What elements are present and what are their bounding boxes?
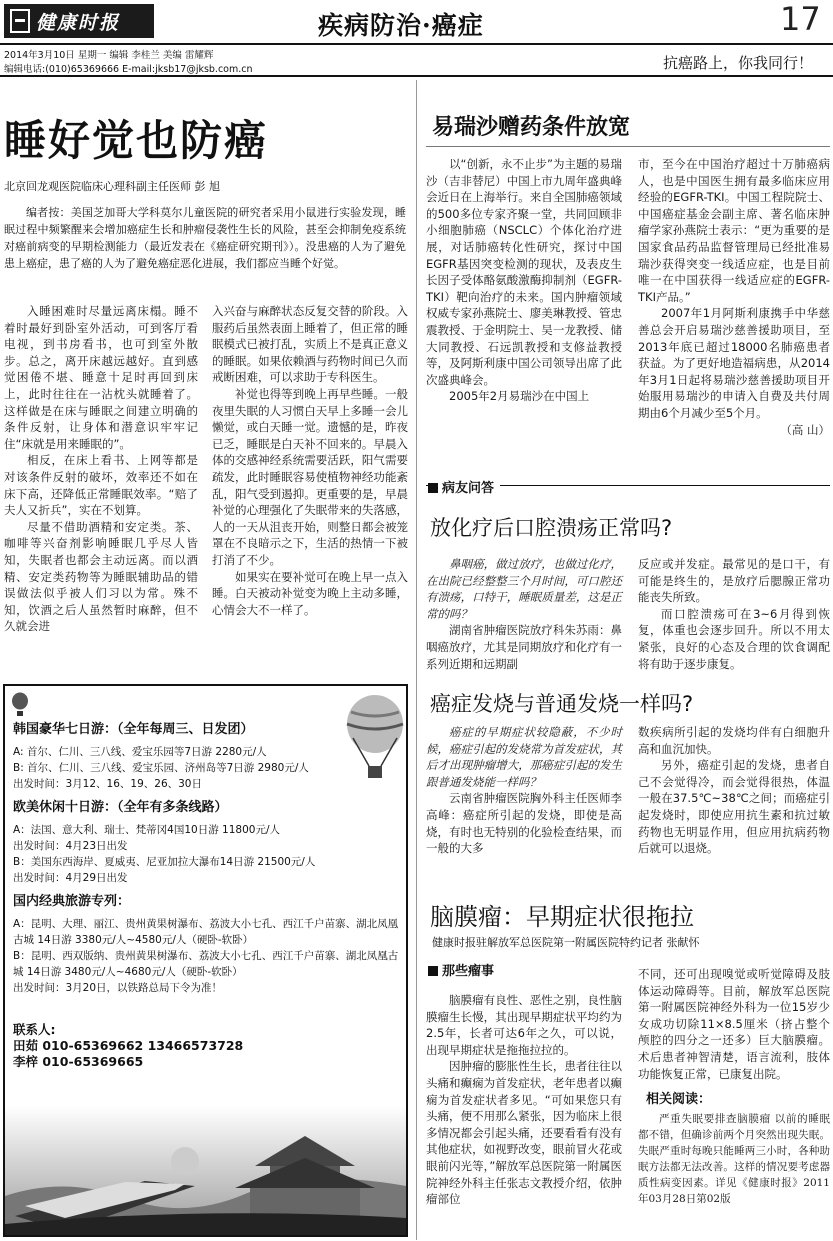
oral-title: 放化疗后口腔溃疡正常吗? — [430, 516, 673, 540]
fever-col2 — [638, 724, 830, 857]
eu-line: B：美国东西海岸、夏威夷、尼亚加拉大瀑布14日游 21500元/人 — [13, 856, 316, 868]
domestic-line: B：昆明、西双版纳、贵州黄果树瀑布、荔波大小七孔、西江千户苗寨、湖北凤凰古城 14日游 3480元/人~4680元/人（硬卧-软卧） — [13, 950, 399, 978]
related-label: 相关阅读： — [646, 1092, 712, 1108]
brain-title: 脑膜瘤：早期症状很拖拉 — [430, 903, 694, 931]
paragraph: 相反，在床上看书、上网等都是对该条件反射的破坏，效率还不如在床下高，还降低正常睡眠效率。“赔了夫人又折兵”，实在不划算。 — [4, 453, 198, 518]
korea-line: 出发时间：3月12、16、19、26、30日 — [13, 778, 202, 790]
contact-label: 联系人: — [13, 1022, 56, 1037]
paragraph: 如果实在要补觉可在晚上早一点入睡。白天被动补觉变为晚上主动多睡，心情会大不一样了。 — [212, 569, 408, 617]
subheader-rule — [0, 75, 833, 77]
travel-ad — [3, 684, 408, 1237]
korea-line: B: 首尔、仁川、三八线、爱宝乐园、济州岛等7日游 2980元/人 — [13, 762, 309, 774]
related-text: 严重失眠要排查脑膜瘤 以前的睡眠都不错，但确诊前两个月突然出现失眠。失眠严重时每晚只能睡两三小时，各种助眠方法都无法改善。这样的情况要考虑器质性病变因素。详见《健康时报》2011年03月28日第02版 — [638, 1113, 830, 1206]
paragraph: 另外，癌症引起的发烧，患者自己不会觉得冷，而会觉得很热，体温一般在37.5℃~38℃之间；而癌症引起发烧时，即使应用抗生素和抗过敏药物也无明显作用，但应用抗病药物后就可以退烧。 — [638, 758, 830, 856]
paragraph: 2007年1月阿斯利康携手中华慈善总会开启易瑞沙慈善援助项目，至2013年底已超过18000名肺癌患者获益。为了更好地造福病患，从2014年3月1日起将易瑞沙慈善援助项目开始服用易瑞沙的申请入自费及共付周期由6个月减少至5个月。 — [638, 306, 830, 420]
sleep-col2 — [212, 303, 408, 618]
drug-title-rule — [426, 146, 830, 147]
date-line: 2014年3月10日 星期一 编辑 李桂兰 美编 雷耀辉 — [4, 50, 214, 61]
brain-tag-label: 那些瘤事 — [442, 964, 495, 979]
korea-line: A: 首尔、仁川、三八线、爱宝乐园等7日游 2280元/人 — [13, 746, 267, 758]
paragraph: 数疾病所引起的发烧均伴有白细胞升高和血沉加快。 — [638, 725, 830, 756]
oral-question: 鼻咽癌，做过放疗，也做过化疗，在出院已经整整三个月时间，可口腔还有溃疡，口特干，睡眠质量差，这是正常的吗？ — [426, 557, 622, 621]
paragraph: 湖南省肿瘤医院放疗科朱苏雨：鼻咽癌放疗，尤其是同期放疗和化疗有一系列近期和远期副 — [426, 623, 622, 671]
paragraph: 2005年2月易瑞沙在中国上 — [449, 389, 590, 404]
domestic-line: A：昆明、大理、丽江、贵州黄果树瀑布、荔波大小七孔、西江千户苗寨、湖北凤凰古城 14日游 3380元/人~4580元/人（硬卧-软卧） — [13, 918, 399, 946]
paragraph: 云南省肿瘤医院胸外科主任医师李高峰：癌症所引起的发烧，即使是高烧，有时也无特别的化验检查结果，而一般的大多 — [426, 791, 622, 856]
forum-tag-label: 病友问答 — [442, 481, 495, 496]
eu-line: A：法国、意大利、瑞士、梵蒂冈4国10日游 11800元/人 — [13, 824, 281, 836]
contact-line: 编辑电话:(010)65369666 E-mail:jksb17@jksb.com.cn — [4, 64, 253, 75]
drug-col2 — [638, 156, 830, 438]
paragraph: 脑膜瘤有良性、恶性之别，良性脑膜瘤生长慢，其出现早期症状平均约为2.5年，长者可达6年之久，可以说，出现早期症状是拖拖拉拉的。 — [426, 993, 622, 1057]
contact-2: 李梓 010-65369665 — [13, 1054, 144, 1069]
eu-title: 欧美休闲十日游：（全年有多条线路） — [13, 800, 228, 815]
fever-question: 癌症的早期症状较隐蔽，不少时候，癌症引起的发烧常为首发症状，其后才出现肿瘤增大，那癌症引起的发生跟普通发烧能一样吗？ — [426, 725, 622, 789]
fever-title: 癌症发烧与普通发烧一样吗? — [430, 692, 694, 716]
sleep-title: 睡好觉也防癌 — [4, 116, 269, 165]
paragraph: 入睡困难时尽量远离床榻。睡不着时最好到卧室外活动，可到客厅看电视，到书房看书，也可到室外散步。总之，离开床越远越好。直到感觉困倦不堪、睡意十足时再回到床上，此时往往在一沾枕头就睡着了。这样做是在床与睡眠之间建立明确的条件反射，让身体和潜意识牢牢记住“床就是用来睡眠的”。 — [4, 304, 198, 451]
page-number: 17 — [780, 0, 821, 38]
column-divider — [416, 80, 417, 1240]
logo-text: 健康时报 — [36, 11, 121, 34]
paragraph: 以“创新，永不止步”为主题的易瑞沙（吉非替尼）中国上市九周年盛典峰会近日在上海举行。来自全国肺癌领域的500多位专家齐聚一堂，共同回顾非小细胞肺癌（NSCLC）个体化治疗进展，对话肺癌转化性研究，探讨中国EGFR基因突变检测的现状，及表皮生长因子受体酪氨酸激酶抑制剂（EGFR-TKI）靶向治疗的未来。国内肿瘤领域权威专家孙燕院士、廖美琳教授、管忠震教授、于金明院士、吴一龙教授、储大同教授、石远凯教授和支修益教授等，及阿斯利康中国公司领导出席了此次盛典峰会。 — [426, 157, 622, 387]
brain-col2 — [638, 966, 830, 1207]
paragraph: 因肿瘤的膨胀性生长，患者往往以头痛和癫痫为首发症状，老年患者以癫痫为首发症状者多见。“可如果您只有头痛，便不用那么紧张，因为临床上很多情况都会引起头痛，还要看看有没有其他症状，如视野改变，眼前冒火花或眼前闪光等，”解放军总医院第一附属医院神经外科主任张志文教授介绍，依肿瘤部位 — [426, 1059, 622, 1207]
header-rule — [0, 43, 833, 45]
slogan: 抗癌路上，你我同行！ — [663, 54, 814, 72]
sleep-byline: 北京回龙观医院临床心理科副主任医师 彭 旭 — [4, 180, 220, 193]
drug-col1 — [426, 156, 622, 405]
brain-byline: 健康时报驻解放军总医院第一附属医院特约记者 张献怀 — [432, 936, 700, 949]
forum-tag — [428, 477, 500, 496]
domestic-line: 出发时间：3月20日，以铁路总局下令为准！ — [13, 982, 223, 994]
eu-line: 出发时间：4月29日出发 — [13, 872, 128, 884]
ad-text — [13, 722, 399, 1070]
balloon-icon — [10, 692, 30, 718]
oral-col2 — [638, 556, 830, 672]
paragraph: 补觉也得等到晚上再早些睡。一般夜里失眠的人习惯白天早上多睡一会儿懒觉，或白天睡一觉。遗憾的是，昨夜已乏，睡眠是白天补不回来的。早晨入体的交感神经系统需要活跃，阳气需要疏发，此时睡眠容易使植物神经功能紊乱，阳气受到遏抑。更重要的是，早晨补觉的心理强化了失眠带来的失落感，人的一天从沮丧开始，则整日都会被笼罩在不良暗示之下，生活的热情一下被打消了不少。 — [212, 386, 408, 567]
sleep-col1 — [4, 303, 198, 635]
drug-author: （高 山） — [780, 422, 830, 437]
oral-col1 — [426, 556, 622, 672]
eu-line: 出发时间：4月23日出发 — [13, 840, 128, 852]
korea-title: 韩国豪华七日游：（全年每周三、日发团） — [13, 722, 254, 737]
paragraph: 反应或并发症。最常见的是口干，有可能是终生的，是放疗后腮腺正常功能丧失所致。 — [638, 557, 830, 605]
travel-scenery-image — [5, 1106, 406, 1237]
fever-col1 — [426, 724, 622, 857]
section-title: 疾病防治·癌症 — [318, 11, 484, 40]
brain-tag — [428, 960, 494, 979]
paragraph: 市，至今在中国治疗超过十万肺癌病人，也是中国医生拥有最多临床应用经验的EGFR-TKI。中国工程院院士、中国癌症基金会副主席、著名临床肿瘤学家孙燕院士表示：“更为重要的是国家食品药品监督管理局已经批准易瑞沙获得突变一线适应症，也是目前唯一在中国获得一线适应症的EGFR-TKI产品。” — [638, 157, 830, 304]
contact-1: 田茹 010-65369662 13466573728 — [13, 1038, 244, 1053]
logo-mark-icon — [10, 9, 30, 33]
sleep-editor-note: 编者按：美国芝加哥大学科莫尔儿童医院的研究者采用小鼠进行实验发现，睡眠过程中频繁醒来会增加癌症生长和肿瘤侵袭性生长的风险，甚至会抑制免疫系统对癌前病变的早期检测能力（最近发表在《癌症研究期刊》）。没患癌的人为了避免患上癌症，患了癌的人为了避免癌症恶化进展，我们都应当睡个好觉。 — [4, 206, 406, 270]
paragraph: 而口腔溃疡可在3~6月得到恢复，体重也会逐步回升。所以不用太紧张，良好的心态及合理的饮食调配将有助于逐步康复。 — [638, 606, 830, 671]
paragraph: 不同，还可出现嗅觉或听觉障碍及肢体运动障碍等。目前，解放军总医院第一附属医院神经外科为一位15岁少女成功切除11×8.5厘米（挤占整个颅腔的四分之一还多）巨大脑膜瘤。术后患者神智清楚，语言流利，肢体功能恢复正常，已康复出院。 — [638, 967, 830, 1081]
paragraph: 尽量不借助酒精和安定类。茶、咖啡等兴奋剂影响睡眠几乎尽人皆知，失眠者也都会主动远离。而以酒精、安定类药物等为睡眠辅助品的错误做法似乎被人们习以为常。殊不知，饮酒之后人虽然暂时麻醉，但不久就会进 — [4, 519, 198, 634]
paragraph: 入兴奋与麻醉状态反复交替的阶段。入服药后虽然表面上睡着了，但正常的睡眠模式已被打乱，实质上不是真正意义的睡眠。如果依赖酒与药物时间已久而戒断困难，可以求助于专科医生。 — [212, 304, 408, 385]
domestic-title: 国内经典旅游专列： — [13, 894, 131, 909]
brain-col1 — [426, 992, 622, 1208]
drug-title: 易瑞沙赠药条件放宽 — [432, 114, 631, 140]
masthead-logo — [4, 4, 154, 38]
